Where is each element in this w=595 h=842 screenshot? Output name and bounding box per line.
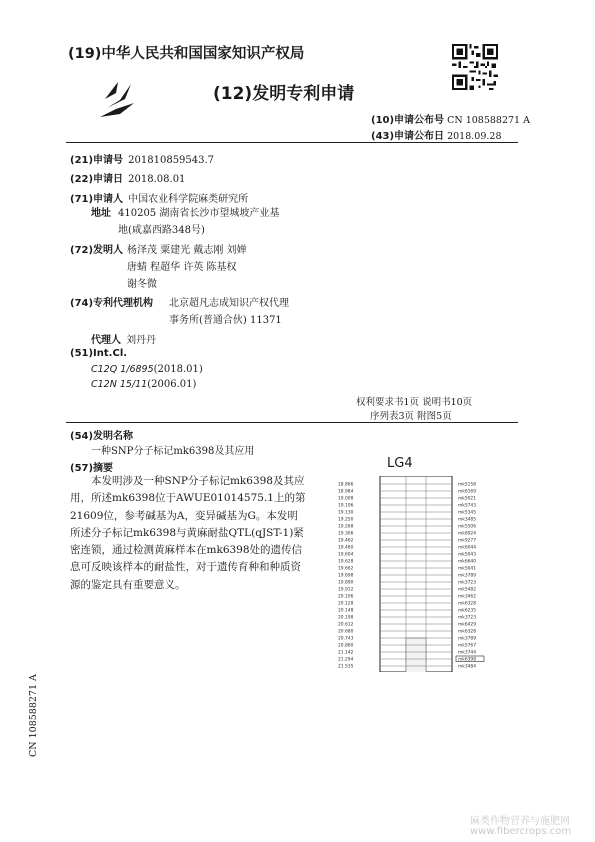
watermark-line-2: www.fibercrops.com <box>470 826 572 837</box>
inventor-line-1: 杨泽茂 粟建光 戴志刚 刘婵 <box>127 245 247 256</box>
agent-value: 刘丹丹 <box>126 335 157 346</box>
marker-label: mk5043 <box>458 552 476 558</box>
agent-label: 代理人 <box>91 335 121 346</box>
position-label: 19.604 <box>338 552 354 558</box>
figure-title: LG4 <box>387 456 413 471</box>
application-date-value: 2018.08.01 <box>128 174 186 185</box>
abstract-label: (57)摘要 <box>70 463 114 474</box>
position-label: 21.535 <box>338 664 354 670</box>
agency-line-2: 事务所(普通合伙) 11371 <box>169 315 282 326</box>
qr-code-icon <box>452 44 498 90</box>
linkage-map-figure <box>336 476 502 672</box>
publication-number-value: CN 108588271 A <box>447 115 530 126</box>
marker-label: mk3462 <box>458 594 476 600</box>
applicant-label: (71)申请人 <box>70 194 124 205</box>
marker-label: mk3723 <box>458 615 476 621</box>
position-label: 20.128 <box>338 601 354 607</box>
marker-label: mk6398 <box>458 657 476 663</box>
patent-office-name: (19)中华人民共和国国家知识产权局 <box>68 46 305 62</box>
abstract-text: 本发明涉及一种SNP分子标记mk6398及其应用，所述mk6398位于AWUE01014575.1上的第21609位，参考碱基为A，变异碱基为G。本发明所述分子标记mk6398与黄麻耐盐QTL(qJST-1)紧密连锁，通过检测黄麻样本在mk6398处的遗传信息可反映该样本的耐盐性，对于遗传育种和种质资源的鉴定具有重要意义。 <box>70 475 306 591</box>
position-label: 19.130 <box>338 510 354 516</box>
application-number-label: (21)申请号 <box>70 155 124 166</box>
position-label: 20.106 <box>338 594 354 600</box>
int-cl-date-1: (2018.01) <box>153 364 203 375</box>
int-cl-code-1: C12Q 1/6895 <box>91 364 154 375</box>
marker-label: mk6429 <box>458 622 476 628</box>
marker-label: mk5743 <box>458 503 476 509</box>
header-divider <box>66 142 518 143</box>
agency-label: (74)专利代理机构 <box>70 298 154 309</box>
inventor-line-3: 谢冬微 <box>127 279 157 290</box>
position-label: 21.294 <box>338 657 354 663</box>
marker-label: mk5345 <box>458 510 476 516</box>
side-publication-number: CN 108588271 A <box>28 674 39 757</box>
applicant-value: 中国农业科学院麻类研究所 <box>128 194 249 205</box>
position-label: 19.628 <box>338 559 354 565</box>
marker-label: mk3484 <box>458 664 476 670</box>
application-number <box>70 148 214 167</box>
publication-number <box>371 111 530 126</box>
inventor-line-2: 唐蜻 程超华 许英 陈基权 <box>127 262 237 273</box>
position-label: 20.680 <box>338 629 354 635</box>
int-cl-label: (51)Int.Cl. <box>70 348 128 359</box>
position-label: 20.743 <box>338 636 354 642</box>
position-label: 18.866 <box>338 482 354 488</box>
marker-label: mk6328 <box>458 601 476 607</box>
position-label: 19.462 <box>338 538 354 544</box>
invention-title-label: (54)发明名称 <box>70 431 134 442</box>
position-label: 20.860 <box>338 643 354 649</box>
int-cl-date-2: (2006.01) <box>147 379 197 390</box>
marker-label: mk5021 <box>458 496 476 502</box>
int-cl-entry-2 <box>91 379 196 390</box>
chromosome-box <box>406 638 426 672</box>
application-number-value: 201810859543.7 <box>128 155 215 166</box>
marker-label: mk3723 <box>458 580 476 586</box>
marker-label: mk6640 <box>458 559 476 565</box>
position-label: 20.612 <box>338 622 354 628</box>
invention-title: 一种SNP分子标记mk6398及其应用 <box>91 446 255 457</box>
int-cl-entry-1 <box>91 364 203 375</box>
position-label: 19.480 <box>338 545 354 551</box>
publication-date <box>371 127 502 142</box>
marker-label: mk9277 <box>458 538 476 544</box>
marker-label: mk5158 <box>458 482 476 488</box>
position-label: 19.306 <box>338 531 354 537</box>
address-line-1: 410205 湖南省长沙市望城坡产业基 <box>118 208 280 219</box>
position-label: 19.268 <box>338 524 354 530</box>
pages-summary-line-1: 权利要求书1页 说明书10页 <box>356 397 473 408</box>
int-cl-code-2: C12N 15/11 <box>91 379 148 390</box>
marker-label: mk6169 <box>458 489 476 495</box>
marker-label: mk3744 <box>458 650 476 656</box>
publication-number-label: (10)申请公布号 <box>371 115 445 126</box>
marker-label: mk5482 <box>458 587 476 593</box>
marker-label: mk3485 <box>458 517 476 523</box>
position-label: 19.662 <box>338 566 354 572</box>
position-label: 21.142 <box>338 650 354 656</box>
position-label: 19.890 <box>338 580 354 586</box>
position-label: 19.250 <box>338 517 354 523</box>
marker-label: mk5506 <box>458 524 476 530</box>
cnipa-emblem-logo <box>90 73 140 123</box>
agent <box>91 328 156 347</box>
marker-label: mk6235 <box>458 608 476 614</box>
pages-summary-line-2: 序列表3页 附图5页 <box>370 411 452 422</box>
publication-date-label: (43)申请公布日 <box>371 131 445 142</box>
marker-label: mk5041 <box>458 566 476 572</box>
side-publication-number-container <box>28 667 40 757</box>
marker-label: mk3789 <box>458 636 476 642</box>
position-label: 19.106 <box>338 503 354 509</box>
marker-label: mk5767 <box>458 643 476 649</box>
application-date-label: (22)申请日 <box>70 174 124 185</box>
watermark-line-1: 麻类作物营养与施肥网 <box>470 816 570 827</box>
marker-label: mk8924 <box>458 531 476 537</box>
position-label: 19.698 <box>338 573 354 579</box>
address-line-2: 地(咸嘉西路348号) <box>118 225 205 236</box>
agency-line-1: 北京超凡志成知识产权代理 <box>169 298 289 309</box>
position-label: 18.984 <box>338 489 354 495</box>
address-label: 地址 <box>91 208 111 219</box>
position-label: 19.912 <box>338 587 354 593</box>
marker-label: mk6328 <box>458 629 476 635</box>
biblio-divider <box>66 422 518 423</box>
marker-label: mk6044 <box>458 545 476 551</box>
document-type-title: (12)发明专利申请 <box>213 84 355 104</box>
inventor-label: (72)发明人 <box>70 245 124 256</box>
application-date <box>70 167 185 186</box>
position-label: 19.008 <box>338 496 354 502</box>
marker-label: mk3789 <box>458 573 476 579</box>
position-label: 20.148 <box>338 608 354 614</box>
position-label: 20.198 <box>338 615 354 621</box>
publication-date-value: 2018.09.28 <box>447 131 502 142</box>
